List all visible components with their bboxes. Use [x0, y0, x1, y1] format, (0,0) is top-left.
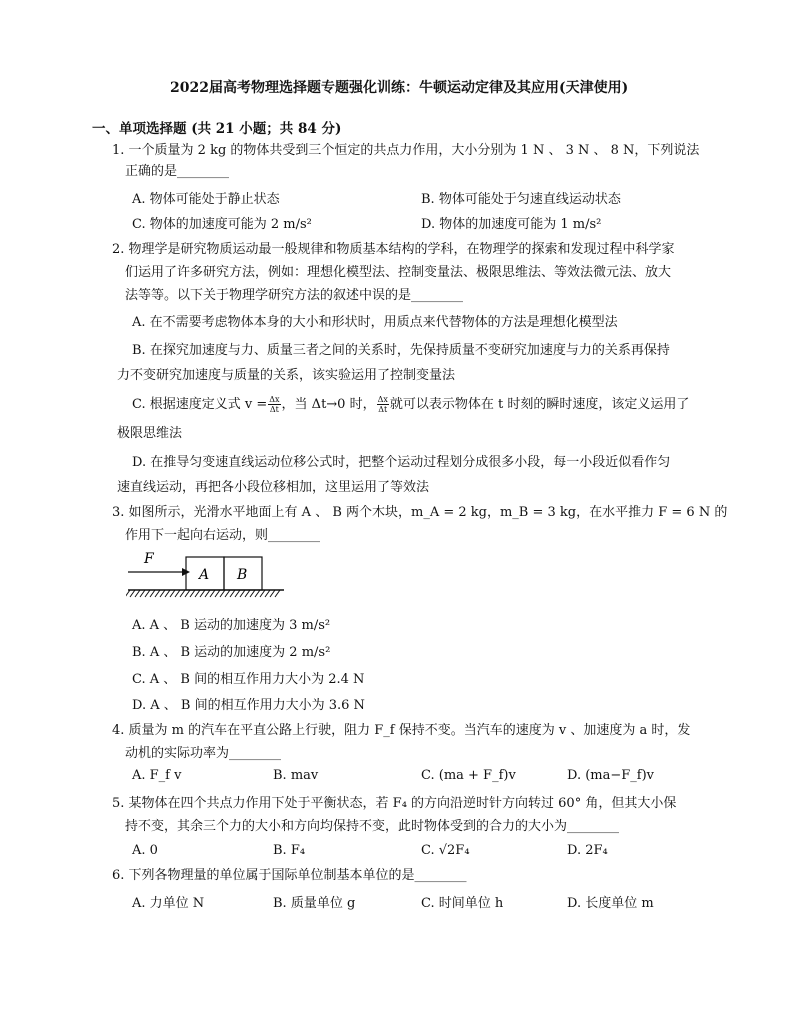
q1-option-d: D. 物体的加速度可能为 1 m/s² — [421, 217, 602, 232]
hatch-stroke — [205, 590, 210, 597]
hatch-stroke — [180, 590, 185, 597]
q2-option-c-line1 — [132, 393, 689, 414]
hatch-stroke — [160, 590, 165, 597]
hatch-stroke — [140, 590, 145, 597]
hatch-stroke — [265, 590, 270, 597]
q2-option-b-line1: B. 在探究加速度与力、质量三者之间的关系时，先保持质量不变研究加速度与力的关系再保持 — [132, 343, 670, 358]
q4-option-c: C. (ma + F_f)v — [421, 768, 516, 783]
hatch-stroke — [220, 590, 225, 597]
hatch-stroke — [215, 590, 220, 597]
q4-option-a: A. F_f v — [132, 768, 182, 783]
q3-stem-line1: 3. 如图所示，光滑水平地面上有 A 、 B 两个木块，m_A = 2 kg，m_B = 3 kg，在水平推力 F = 6 N 的 — [112, 505, 728, 520]
q3-stem-line2: 作用下一起向右运动，则________ — [125, 528, 321, 543]
q6-option-c: C. 时间单位 h — [421, 896, 504, 911]
q5-option-c: C. √2F₄ — [421, 843, 470, 858]
fraction-numerator-2: Δx — [377, 395, 388, 404]
ground-hatching — [126, 590, 280, 597]
hatch-stroke — [130, 590, 135, 597]
section-heading: 一、单项选择题 (共 21 小题；共 84 分) — [92, 121, 342, 137]
velocity-fraction-2 — [377, 395, 389, 414]
q2-stem-line2: 们运用了许多研究方法，例如：理想化模型法、控制变量法、极限思维法、等效法微元法、放大 — [125, 265, 672, 280]
fraction-numerator: Δx — [269, 395, 280, 404]
q2-stem-line1: 2. 物理学是研究物质运动最一般规律和物质基本结构的学科，在物理学的探索和发现过程中科学家 — [112, 242, 675, 257]
hatch-stroke — [225, 590, 230, 597]
q1-option-a: A. 物体可能处于静止状态 — [132, 192, 280, 207]
q2-stem-line3: 法等等。以下关于物理学研究方法的叙述中误的是________ — [125, 288, 464, 303]
hatch-stroke — [230, 590, 235, 597]
q1-option-c: C. 物体的加速度可能为 2 m/s² — [132, 217, 312, 232]
q3-option-b: B. A 、 B 运动的加速度为 2 m/s² — [132, 645, 331, 660]
q5-option-a: A. 0 — [132, 843, 158, 858]
hatch-stroke — [245, 590, 250, 597]
q2-option-d-line2: 速直线运动，再把各小段位移相加，这里运用了等效法 — [117, 480, 430, 495]
fraction-denominator: Δt — [269, 405, 279, 414]
hatch-stroke — [145, 590, 150, 597]
hatch-stroke — [255, 590, 260, 597]
hatch-stroke — [150, 590, 155, 597]
block-b-label: B — [237, 567, 248, 583]
hatch-stroke — [185, 590, 190, 597]
hatch-stroke — [210, 590, 215, 597]
q3-option-a: A. A 、 B 运动的加速度为 3 m/s² — [132, 618, 331, 633]
hatch-stroke — [235, 590, 240, 597]
q6-option-d: D. 长度单位 m — [567, 896, 654, 911]
block-a-label: A — [199, 567, 210, 583]
hatch-stroke — [155, 590, 160, 597]
q5-stem-line1: 5. 某物体在四个共点力作用下处于平衡状态，若 F₄ 的方向沿逆时针方向转过 60° 角，但其大小保 — [112, 796, 677, 811]
hatch-stroke — [275, 590, 280, 597]
hatch-stroke — [126, 590, 130, 597]
q2-option-c-text-b: ，当 Δt→0 时， — [281, 397, 376, 412]
q2-option-b-line2: 力不变研究加速度与质量的关系，该实验运用了控制变量法 — [117, 368, 456, 383]
q2-option-c-text-a: C. 根据速度定义式 v = — [132, 397, 268, 412]
force-label: F — [144, 552, 154, 567]
q6-option-b: B. 质量单位 g — [273, 896, 356, 911]
hatch-stroke — [135, 590, 140, 597]
q3-option-d: D. A 、 B 间的相互作用力大小为 3.6 N — [132, 698, 365, 713]
document-title: 2022届高考物理选择题专题强化训练：牛顿运动定律及其应用(天津使用) — [170, 80, 629, 96]
q2-option-c-line2: 极限思维法 — [117, 426, 183, 441]
hatch-stroke — [200, 590, 205, 597]
hatch-stroke — [190, 590, 195, 597]
q6-stem-line1: 6. 下列各物理量的单位属于国际单位制基本单位的是________ — [112, 868, 467, 883]
hatch-stroke — [260, 590, 265, 597]
q1-stem-line1: 1. 一个质量为 2 kg 的物体共受到三个恒定的共点力作用，大小分别为 1 N 、 3 N 、 8 N，下列说法 — [112, 143, 700, 158]
q5-stem-line2: 持不变，其余三个力的大小和方向均保持不变，此时物体受到的合力的大小为________ — [125, 819, 620, 834]
hatch-stroke — [270, 590, 275, 597]
q2-option-a: A. 在不需要考虑物体本身的大小和形状时，用质点来代替物体的方法是理想化模型法 — [132, 315, 618, 330]
q1-stem-line2: 正确的是________ — [125, 164, 230, 179]
q6-option-a: A. 力单位 N — [132, 896, 205, 911]
hatch-stroke — [240, 590, 245, 597]
hatch-stroke — [175, 590, 180, 597]
q3-option-c: C. A 、 B 间的相互作用力大小为 2.4 N — [132, 672, 365, 687]
q4-stem-line2: 动机的实际功率为________ — [125, 746, 282, 761]
q1-option-b: B. 物体可能处于匀速直线运动状态 — [421, 192, 621, 207]
fraction-denominator-2: Δt — [378, 405, 388, 414]
q2-option-d-line1: D. 在推导匀变速直线运动位移公式时，把整个运动过程划分成很多小段，每一小段近似看作匀 — [132, 455, 671, 470]
hatch-stroke — [250, 590, 255, 597]
q4-option-b: B. mav — [273, 768, 319, 783]
hatch-stroke — [170, 590, 175, 597]
hatch-stroke — [195, 590, 200, 597]
q2-option-c-text-c: 就可以表示物体在 t 时刻的瞬时速度，该定义运用了 — [389, 397, 690, 412]
q4-stem-line1: 4. 质量为 m 的汽车在平直公路上行驶，阻力 F_f 保持不变。当汽车的速度为 v 、加速度为 a 时，发 — [112, 723, 691, 738]
velocity-fraction — [268, 395, 280, 414]
q5-option-d: D. 2F₄ — [567, 843, 608, 858]
blocks-diagram — [126, 552, 286, 602]
q4-option-d: D. (ma−F_f)v — [567, 768, 655, 783]
hatch-stroke — [165, 590, 170, 597]
q5-option-b: B. F₄ — [273, 843, 306, 858]
